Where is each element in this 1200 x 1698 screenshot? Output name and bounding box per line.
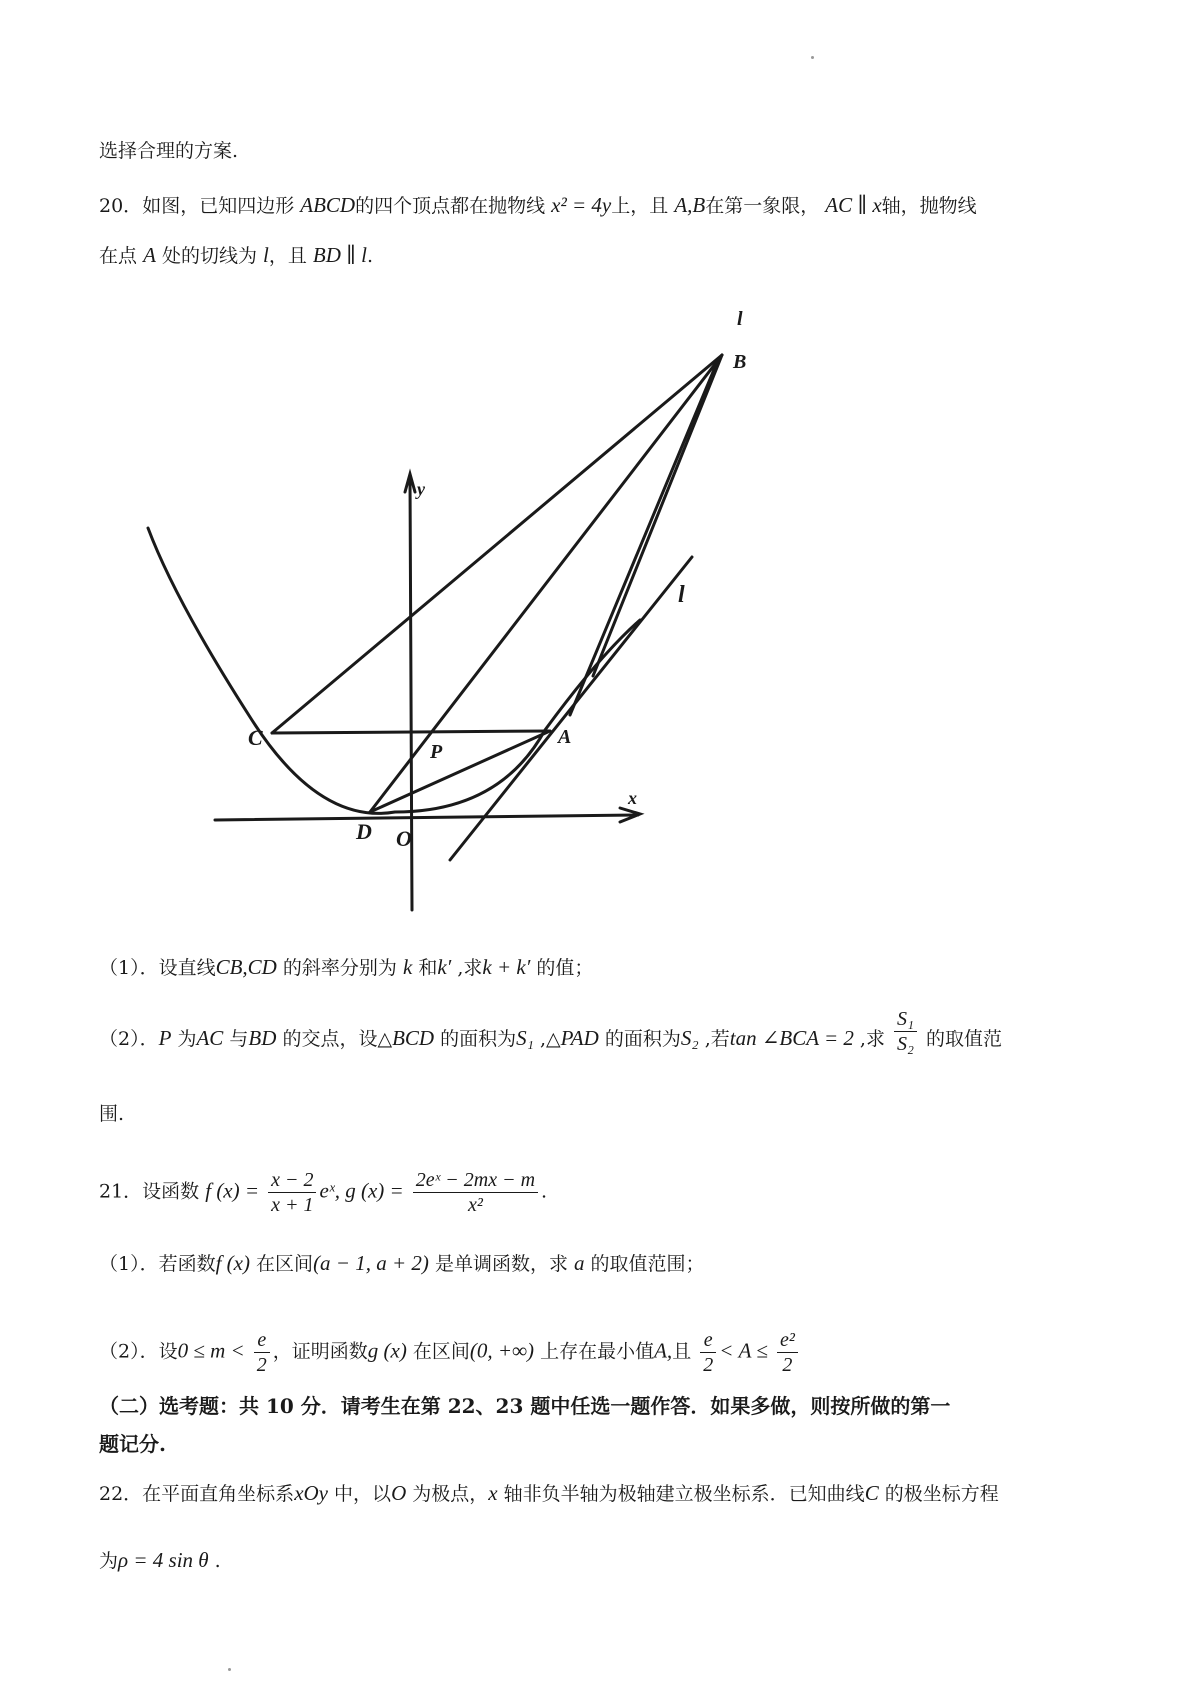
q20-line2: 在点 A 处的切线为 l，且 BD ∥ l. xyxy=(99,243,373,267)
q21-part1: （1）．若函数f (x) 在区间(a − 1, a + 2) 是单调函数，求 a 的取值范围； xyxy=(99,1251,705,1275)
section-heading-line1: （二）选考题：共 10 分．请考生在第 22、23 题中任选一题作答．如果多做，则按所做的第一 xyxy=(99,1394,951,1418)
q22-line2: 为ρ = 4 sin θ . xyxy=(99,1548,221,1572)
fraction-f: $\frac{x - 2}{x + 1}$ xyxy=(268,1168,316,1217)
label-d: D xyxy=(356,819,372,844)
x-axis xyxy=(215,815,638,820)
q22-line1: 22．在平面直角坐标系xOy 中，以O 为极点，x 轴非负半轴为极轴建立极坐标系．已知曲线C 的极坐标方程 xyxy=(99,1481,999,1505)
intro-text: 选择合理的方案. xyxy=(99,140,239,162)
label-o: O xyxy=(396,826,412,851)
label-x: x xyxy=(628,788,637,808)
segment-ba xyxy=(593,355,722,676)
label-b: B xyxy=(733,351,747,373)
label-a: A xyxy=(558,726,572,748)
fraction-g: $\frac{\text{2eˣ − 2mx − m}}{\text{x²}}$ xyxy=(413,1168,538,1217)
q20-line1: 20．如图，已知四边形 ABCD的四个顶点都在抛物线 x² = 4y上，且 A,B在第一象限， AC ∥ x轴，抛物线 xyxy=(99,193,977,217)
label-y: y xyxy=(417,479,425,499)
segment-cb xyxy=(272,355,722,733)
q20-part2: （2）．P 为AC 与BD 的交点，设△BCD 的面积为S₁ ,△PAD 的面积为S₂ ,若tan ∠BCA = 2 ,求 $\frac{\text{S₁}}{\text{S₂}}$ 的取值范 xyxy=(99,1007,1003,1055)
q20-part1: （1）．设直线CB,CD 的斜率分别为 k 和k′ ,求k + k′ 的值； xyxy=(99,955,594,979)
q21-part2: （2）．设0 ≤ m < $\frac{e}{2}$ ，证明函数g (x) 在区间(0, +∞) 上存在最小值A,且 $\frac{e}{2}$ < A ≤ $\frac{\text{e²}}{2}$ xyxy=(99,1328,801,1377)
section-heading-line2: 题记分. xyxy=(99,1432,166,1456)
label-p: P xyxy=(430,741,443,763)
fraction-s1-s2: $\frac{\text{S₁}}{\text{S₂}}$ xyxy=(894,1007,917,1056)
label-l-top: l xyxy=(737,308,743,330)
segment-ca xyxy=(272,731,550,733)
parabola-curve xyxy=(148,528,640,813)
segment-ba-2 xyxy=(570,360,718,715)
q20-part2-cont: 围. xyxy=(99,1103,125,1125)
fraction-e-over-2: $\frac{e}{2}$ xyxy=(254,1328,270,1377)
segment-da xyxy=(370,731,550,812)
label-c: C xyxy=(248,725,263,750)
q21-line: 21．设函数 f (x) = $\frac{x - 2}{x + 1}$ eˣ, g (x) = $\frac{\text{2eˣ − 2mx − m}}{\text{x²}}$ . xyxy=(99,1169,548,1216)
fraction-lower-bound: $\frac{e}{2}$ xyxy=(700,1328,716,1377)
fraction-upper-bound: $\frac{\text{e²}}{2}$ xyxy=(777,1328,798,1377)
label-l: l xyxy=(678,582,685,608)
